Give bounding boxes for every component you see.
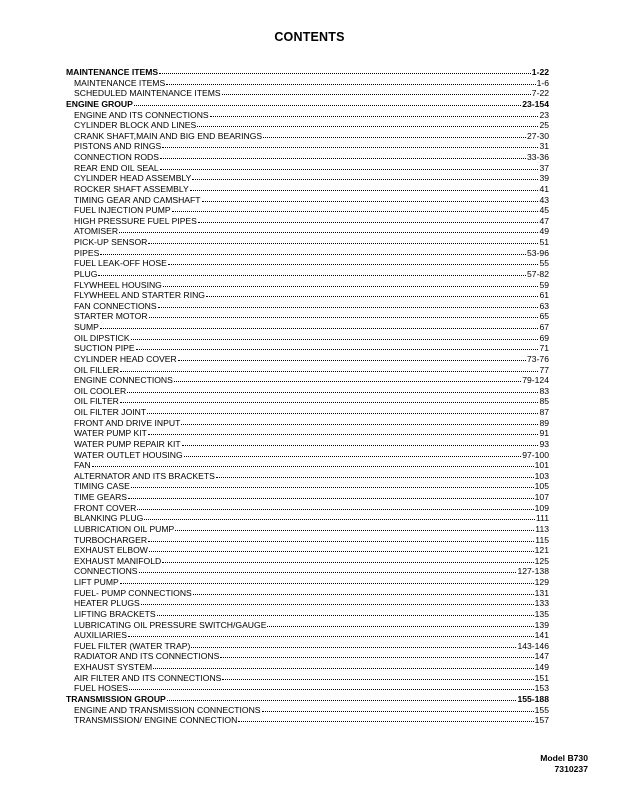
dot-leader: [136, 348, 539, 350]
toc-item-row: [66, 641, 549, 652]
toc-label: PICK-UP SENSOR: [74, 237, 148, 247]
toc-label: OIL DIPSTICK: [74, 332, 130, 343]
toc-label: CONNECTIONS: [74, 566, 138, 577]
toc-page-number: 115: [535, 534, 549, 545]
toc-label: EXHAUST SYSTEM: [74, 662, 153, 672]
toc-page-number: 133: [534, 598, 549, 609]
toc-item-row: [66, 545, 549, 556]
toc-label: SUMP: [74, 322, 99, 332]
toc-page-number: 73-76: [527, 353, 549, 364]
toc-item-row: [66, 290, 549, 301]
toc-item-row: [66, 577, 549, 588]
toc-label: ALTERNATOR AND ITS BRACKETS: [74, 470, 215, 481]
dot-leader: [139, 571, 517, 573]
toc-label: PLUG: [74, 268, 98, 279]
dot-leader: [134, 104, 521, 106]
toc-label: MAINTENANCE ITEMS: [74, 77, 166, 88]
dot-leader: [193, 593, 534, 595]
toc-item-row: [66, 620, 549, 631]
toc-label: FUEL INJECTION PUMP: [74, 205, 171, 216]
dot-leader: [100, 327, 539, 329]
dot-leader: [148, 433, 539, 435]
toc-label: TIME GEARS: [74, 492, 128, 502]
page-title: CONTENTS: [274, 30, 345, 44]
toc-item-row: [66, 78, 549, 89]
toc-page-number: 131: [534, 587, 549, 598]
toc-item-row: [66, 248, 549, 259]
toc-label: EXHAUST ELBOW: [74, 545, 148, 556]
dot-leader: [222, 678, 533, 680]
toc-page-number: 105: [534, 481, 549, 492]
dot-leader: [148, 540, 534, 542]
toc-page-number: 93: [539, 438, 549, 449]
toc-page-number: 97-100: [522, 449, 549, 460]
toc-label: CYLINDER HEAD ASSEMBLY: [74, 173, 192, 184]
toc-page-number: 33-36: [527, 152, 549, 162]
toc-item-row: [66, 226, 549, 237]
toc-label: OIL FILTER: [74, 396, 119, 407]
toc-page-number: 1-22: [531, 67, 549, 77]
toc-page-number: 143-146: [517, 640, 549, 651]
footer: [540, 753, 588, 775]
toc-label: CYLINDER HEAD COVER: [74, 353, 177, 364]
toc-item-row: [66, 216, 549, 227]
dot-leader: [191, 646, 516, 648]
toc-item-row: [66, 258, 549, 269]
toc-item-row: [66, 715, 549, 726]
dot-leader: [175, 529, 534, 531]
toc-item-row: [66, 705, 549, 716]
toc-label: OIL FILLER: [74, 364, 120, 375]
dot-leader: [160, 157, 526, 159]
dot-leader: [198, 221, 539, 223]
toc-label: FUEL LEAK-OFF HOSE: [74, 258, 167, 269]
dot-leader: [157, 614, 534, 616]
toc-page-number: 65: [539, 311, 549, 322]
toc-item-row: [66, 683, 549, 694]
dot-leader: [206, 295, 538, 297]
toc-item-row: [66, 322, 549, 333]
dot-leader: [149, 550, 534, 552]
toc-page-number: 127-138: [517, 566, 549, 577]
dot-leader: [174, 380, 521, 382]
toc-group-row: [66, 67, 549, 78]
dot-leader: [190, 189, 539, 191]
dot-leader: [119, 231, 538, 233]
toc-item-row: [66, 428, 549, 439]
toc-group-row: [66, 99, 549, 110]
toc-page-number: 77: [539, 364, 549, 375]
toc-label: AIR FILTER AND ITS CONNECTIONS: [74, 672, 222, 683]
dot-leader: [137, 508, 533, 510]
toc-page-number: 57-82: [527, 268, 549, 279]
toc-item-row: [66, 566, 549, 577]
toc-page-number: 59: [539, 279, 549, 290]
toc-page-number: 49: [539, 226, 549, 237]
toc-label: TIMING GEAR AND CAMSHAFT: [74, 194, 201, 205]
toc-page-number: 107: [534, 492, 549, 502]
toc-label: ENGINE CONNECTIONS: [74, 375, 173, 386]
toc-label: TRANSMISSION GROUP: [66, 693, 166, 704]
toc-item-row: [66, 598, 549, 609]
dot-leader: [197, 125, 538, 127]
dot-leader: [129, 688, 534, 690]
toc-label: TIMING CASE: [74, 481, 130, 492]
toc-page-number: 157: [534, 715, 549, 726]
toc-page-number: 39: [539, 173, 549, 184]
toc-page-number: 147: [534, 651, 549, 662]
toc-item-row: [66, 343, 549, 354]
toc-page-number: 85: [539, 396, 549, 407]
dot-leader: [172, 210, 539, 212]
toc-page-number: 23: [539, 109, 549, 120]
toc-label: CRANK SHAFT,MAIN AND BIG END BEARINGS: [74, 130, 263, 141]
toc-item-row: [66, 280, 549, 291]
dot-leader: [131, 486, 534, 488]
toc-page-number: 47: [539, 215, 549, 226]
toc-item-row: [66, 503, 549, 514]
toc-item-row: [66, 492, 549, 503]
dot-leader: [178, 359, 526, 361]
toc-page-number: 67: [539, 322, 549, 332]
toc-label: ATOMISER: [74, 226, 119, 237]
dot-leader: [163, 285, 539, 287]
toc-item-row: [66, 163, 549, 174]
toc-label: LUBRICATION OIL PUMP: [74, 523, 175, 534]
toc-label: FRONT COVER: [74, 502, 137, 513]
dot-leader: [153, 667, 533, 669]
dot-leader: [131, 338, 539, 340]
dot-leader: [216, 476, 534, 478]
toc-page-number: 103: [534, 470, 549, 481]
toc-label: HIGH PRESSURE FUEL PIPES: [74, 215, 197, 226]
toc-page-number: 101: [534, 460, 549, 471]
dot-leader: [158, 306, 539, 308]
toc-label: LIFTING BRACKETS: [74, 608, 156, 619]
dot-leader: [182, 444, 539, 446]
toc-item-row: [66, 535, 549, 546]
toc-label: BLANKING PLUG: [74, 513, 144, 524]
toc-page-number: 151: [534, 672, 549, 683]
dot-leader: [120, 582, 534, 584]
dot-leader: [128, 497, 534, 499]
toc-label: WATER PUMP KIT: [74, 428, 147, 439]
toc-item-row: [66, 110, 549, 121]
toc-item-row: [66, 184, 549, 195]
toc-page-number: 23-154: [522, 98, 549, 109]
toc-item-row: [66, 375, 549, 386]
toc-label: FRONT AND DRIVE INPUT: [74, 417, 181, 428]
toc-page-number: 41: [539, 183, 549, 194]
dot-leader: [167, 699, 517, 701]
toc-label: AUXILIARIES: [74, 630, 128, 641]
toc-page-number: 149: [534, 662, 549, 672]
toc-item-row: [66, 407, 549, 418]
toc-label: ROCKER SHAFT ASSEMBLY: [74, 183, 189, 194]
toc-label: SCHEDULED MAINTENANCE ITEMS: [74, 88, 221, 99]
toc-item-row: [66, 481, 549, 492]
toc-page-number: 109: [534, 502, 549, 513]
table-of-contents: [66, 67, 549, 726]
dot-leader: [160, 168, 539, 170]
dot-leader: [162, 561, 533, 563]
toc-page-number: 7-22: [531, 88, 549, 99]
toc-item-row: [66, 141, 549, 152]
toc-label: SUCTION PIPE: [74, 343, 135, 354]
toc-item-row: [66, 205, 549, 216]
toc-label: FAN CONNECTIONS: [74, 300, 157, 311]
dot-leader: [128, 635, 534, 637]
toc-page-number: 71: [539, 343, 549, 354]
toc-page-number: 53-96: [527, 247, 549, 258]
toc-item-row: [66, 88, 549, 99]
toc-label: PIPES: [74, 247, 100, 258]
dot-leader: [181, 423, 538, 425]
toc-item-row: [66, 651, 549, 662]
dot-leader: [144, 518, 535, 520]
toc-page-number: 113: [535, 523, 549, 534]
dot-leader: [222, 93, 531, 95]
toc-item-row: [66, 460, 549, 471]
toc-item-row: [66, 386, 549, 397]
toc-page-number: 121: [534, 545, 549, 556]
toc-page-number: 79-124: [522, 375, 549, 386]
toc-item-row: [66, 396, 549, 407]
toc-label: ENGINE GROUP: [66, 98, 133, 109]
toc-page-number: 129: [534, 577, 549, 587]
toc-item-row: [66, 471, 549, 482]
dot-leader: [159, 72, 531, 74]
toc-page-number: 27-30: [527, 130, 549, 141]
dot-leader: [149, 316, 539, 318]
dot-leader: [127, 391, 538, 393]
toc-page-number: 155-188: [517, 693, 549, 704]
toc-label: WATER PUMP REPAIR KIT: [74, 438, 181, 449]
toc-item-row: [66, 524, 549, 535]
toc-label: ENGINE AND ITS CONNECTIONS: [74, 109, 209, 120]
toc-label: FUEL FILTER (WATER TRAP): [74, 640, 191, 651]
toc-item-row: [66, 673, 549, 684]
dot-leader: [147, 412, 538, 414]
toc-item-row: [66, 131, 549, 142]
toc-page-number: 1-6: [536, 77, 549, 88]
dot-leader: [220, 656, 533, 658]
dot-leader: [263, 136, 526, 138]
dot-leader: [100, 253, 526, 255]
toc-page-number: 25: [539, 120, 549, 131]
toc-item-row: [66, 365, 549, 376]
toc-item-row: [66, 662, 549, 673]
toc-item-row: [66, 269, 549, 280]
toc-page-number: 141: [534, 630, 549, 641]
dot-leader: [202, 200, 539, 202]
toc-label: FUEL HOSES: [74, 683, 129, 694]
toc-item-row: [66, 556, 549, 567]
toc-page-number: 135: [534, 608, 549, 619]
dot-leader: [168, 263, 539, 265]
toc-page-number: 125: [534, 555, 549, 566]
dot-leader: [184, 455, 522, 457]
dot-leader: [267, 625, 533, 627]
toc-page-number: 91: [539, 428, 549, 439]
toc-label: PISTONS AND RINGS: [74, 141, 162, 152]
dot-leader: [210, 115, 539, 117]
toc-item-row: [66, 630, 549, 641]
toc-item-row: [66, 173, 549, 184]
toc-item-row: [66, 513, 549, 524]
toc-group-row: [66, 694, 549, 705]
dot-leader: [262, 710, 534, 712]
toc-label: ENGINE AND TRANSMISSION CONNECTIONS: [74, 704, 261, 715]
toc-page-number: 153: [534, 683, 549, 694]
toc-label: CYLINDER BLOCK AND LINES: [74, 120, 197, 131]
toc-page-number: 51: [539, 237, 549, 247]
toc-page-number: 31: [539, 141, 549, 152]
toc-page-number: 87: [539, 407, 549, 417]
toc-label: REAR END OIL SEAL: [74, 162, 159, 173]
dot-leader: [141, 603, 534, 605]
toc-page-number: 45: [539, 205, 549, 216]
toc-label: OIL COOLER: [74, 385, 127, 396]
toc-label: FLYWHEEL HOUSING: [74, 279, 162, 290]
dot-leader: [166, 83, 535, 85]
model-label: Model B730: [540, 753, 588, 763]
toc-item-row: [66, 439, 549, 450]
toc-item-row: [66, 333, 549, 344]
toc-label: LIFT PUMP: [74, 577, 119, 587]
toc-label: OIL FILTER JOINT: [74, 407, 147, 417]
toc-item-row: [66, 301, 549, 312]
toc-label: FAN: [74, 460, 91, 471]
dot-leader: [148, 242, 538, 244]
toc-item-row: [66, 354, 549, 365]
toc-page-number: 111: [535, 513, 549, 524]
document-code: 7310237: [554, 764, 588, 774]
toc-label: STARTER MOTOR: [74, 311, 148, 322]
toc-item-row: [66, 450, 549, 461]
toc-label: FLYWHEEL AND STARTER RING: [74, 290, 205, 301]
toc-label: RADIATOR AND ITS CONNECTIONS: [74, 651, 220, 662]
toc-page-number: 155: [534, 704, 549, 715]
toc-label: WATER OUTLET HOUSING: [74, 449, 183, 460]
toc-label: TURBOCHARGER: [74, 534, 148, 545]
dot-leader: [92, 465, 534, 467]
toc-label: MAINTENANCE ITEMS: [66, 67, 159, 77]
toc-label: LUBRICATING OIL PRESSURE SWITCH/GAUGE: [74, 619, 267, 630]
toc-item-row: [66, 311, 549, 322]
dot-leader: [120, 401, 539, 403]
toc-page-number: 61: [539, 290, 549, 301]
toc-page-number: 43: [539, 194, 549, 205]
toc-label: HEATER PLUGS: [74, 598, 140, 609]
toc-item-row: [66, 152, 549, 163]
dot-leader: [238, 720, 533, 722]
toc-item-row: [66, 588, 549, 599]
dot-leader: [120, 370, 538, 372]
toc-item-row: [66, 418, 549, 429]
toc-page-number: 89: [539, 417, 549, 428]
toc-page-number: 55: [539, 258, 549, 269]
toc-page-number: 37: [539, 162, 549, 173]
toc-item-row: [66, 609, 549, 620]
toc-label: FUEL- PUMP CONNECTIONS: [74, 587, 192, 598]
dot-leader: [162, 146, 538, 148]
toc-page-number: 63: [539, 300, 549, 311]
toc-label: TRANSMISSION/ ENGINE CONNECTION: [74, 715, 238, 726]
toc-label: EXHAUST MANIFOLD: [74, 555, 162, 566]
toc-item-row: [66, 120, 549, 131]
toc-item-row: [66, 195, 549, 206]
toc-page-number: 83: [539, 385, 549, 396]
toc-label: CONNECTION RODS: [74, 152, 159, 162]
dot-leader: [98, 274, 526, 276]
toc-page-number: 69: [539, 332, 549, 343]
toc-item-row: [66, 237, 549, 248]
dot-leader: [192, 178, 538, 180]
toc-page-number: 139: [534, 619, 549, 630]
